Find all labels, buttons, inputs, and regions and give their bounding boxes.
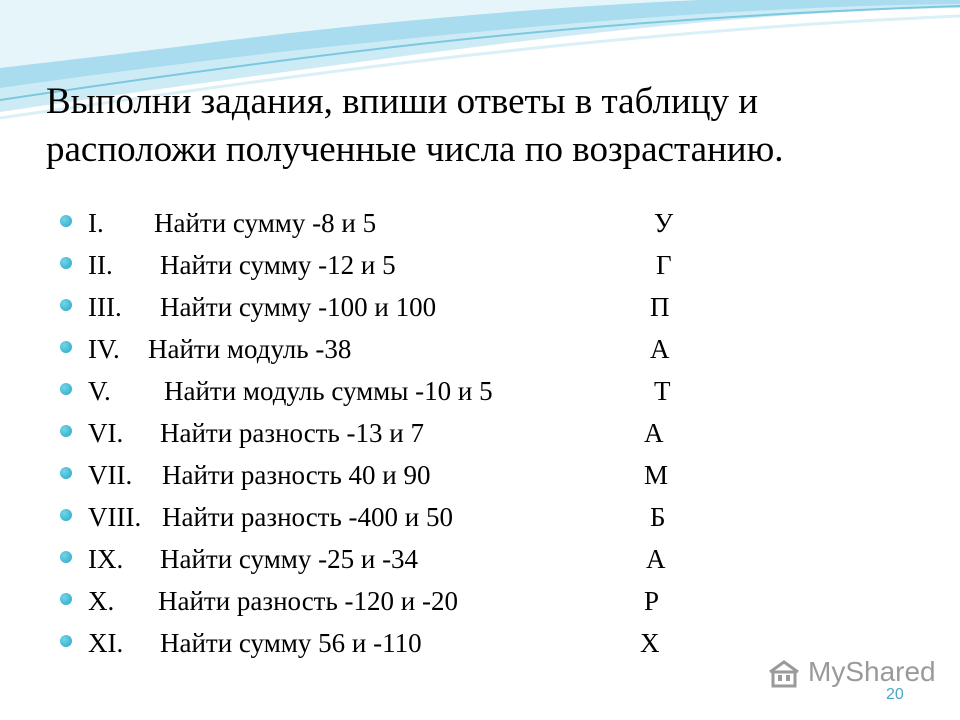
task-item — [60, 500, 760, 542]
task-letter: Х — [640, 628, 660, 658]
task-letter: У — [654, 208, 674, 238]
task-item — [60, 332, 760, 374]
task-item — [60, 290, 760, 332]
task-text: Найти сумму -8 и 5 — [154, 208, 377, 238]
bullet-icon — [60, 341, 72, 353]
slide-title — [46, 78, 926, 174]
task-text: Найти разность -13 и 7 — [160, 418, 424, 448]
task-item — [60, 458, 760, 500]
task-letter: Р — [644, 586, 660, 616]
title-line-2: расположи полученные числа по возрастанию. — [46, 129, 784, 170]
task-letter: Г — [656, 250, 672, 280]
task-item — [60, 374, 760, 416]
task-text: Найти разность 40 и 90 — [162, 460, 431, 490]
task-number: II. — [88, 250, 113, 280]
bullet-icon — [60, 551, 72, 563]
task-text: Найти модуль суммы -10 и 5 — [164, 376, 493, 406]
task-list — [60, 206, 760, 668]
task-letter: Б — [650, 502, 666, 532]
task-item — [60, 206, 760, 248]
bullet-icon — [60, 635, 72, 647]
bullet-icon — [60, 215, 72, 227]
task-letter: А — [644, 418, 664, 448]
bullet-icon — [60, 509, 72, 521]
task-number: VII. — [88, 460, 133, 490]
task-item — [60, 584, 760, 626]
bullet-icon — [60, 593, 72, 605]
task-number: III. — [88, 292, 122, 322]
task-text: Найти сумму -100 и 100 — [160, 292, 437, 322]
bullet-icon — [60, 257, 72, 269]
task-letter: П — [650, 292, 670, 322]
task-text: Найти разность -120 и -20 — [158, 586, 458, 616]
task-item — [60, 416, 760, 458]
task-number: VI. — [88, 418, 124, 448]
task-text: Найти разность -400 и 50 — [162, 502, 453, 532]
task-number: XI. — [88, 628, 124, 658]
task-letter: М — [644, 460, 669, 490]
task-item — [60, 542, 760, 584]
myshared-logo-icon — [766, 658, 802, 690]
bullet-icon — [60, 425, 72, 437]
title-line-1: Выполни задания, впиши ответы в таблицу и — [46, 81, 759, 122]
task-number: I. — [88, 208, 104, 238]
task-number: IV. — [88, 334, 120, 364]
bullet-icon — [60, 299, 72, 311]
task-number: IX. — [88, 544, 124, 574]
bullet-icon — [60, 383, 72, 395]
task-letter: Т — [654, 376, 671, 406]
task-text: Найти сумму 56 и -110 — [160, 628, 422, 658]
bullet-icon — [60, 467, 72, 479]
watermark-text: MyShared — [808, 656, 936, 687]
task-item — [60, 626, 760, 668]
task-text: Найти сумму -25 и -34 — [160, 544, 419, 574]
task-text: Найти сумму -12 и 5 — [160, 250, 396, 280]
task-number: X. — [88, 586, 115, 616]
page-number: 20 — [886, 686, 904, 703]
task-letter: А — [646, 544, 666, 574]
task-number: V. — [88, 376, 111, 406]
task-number: VIII. — [88, 502, 142, 532]
task-letter: А — [650, 334, 670, 364]
task-item — [60, 248, 760, 290]
task-text: Найти модуль -38 — [148, 334, 352, 364]
